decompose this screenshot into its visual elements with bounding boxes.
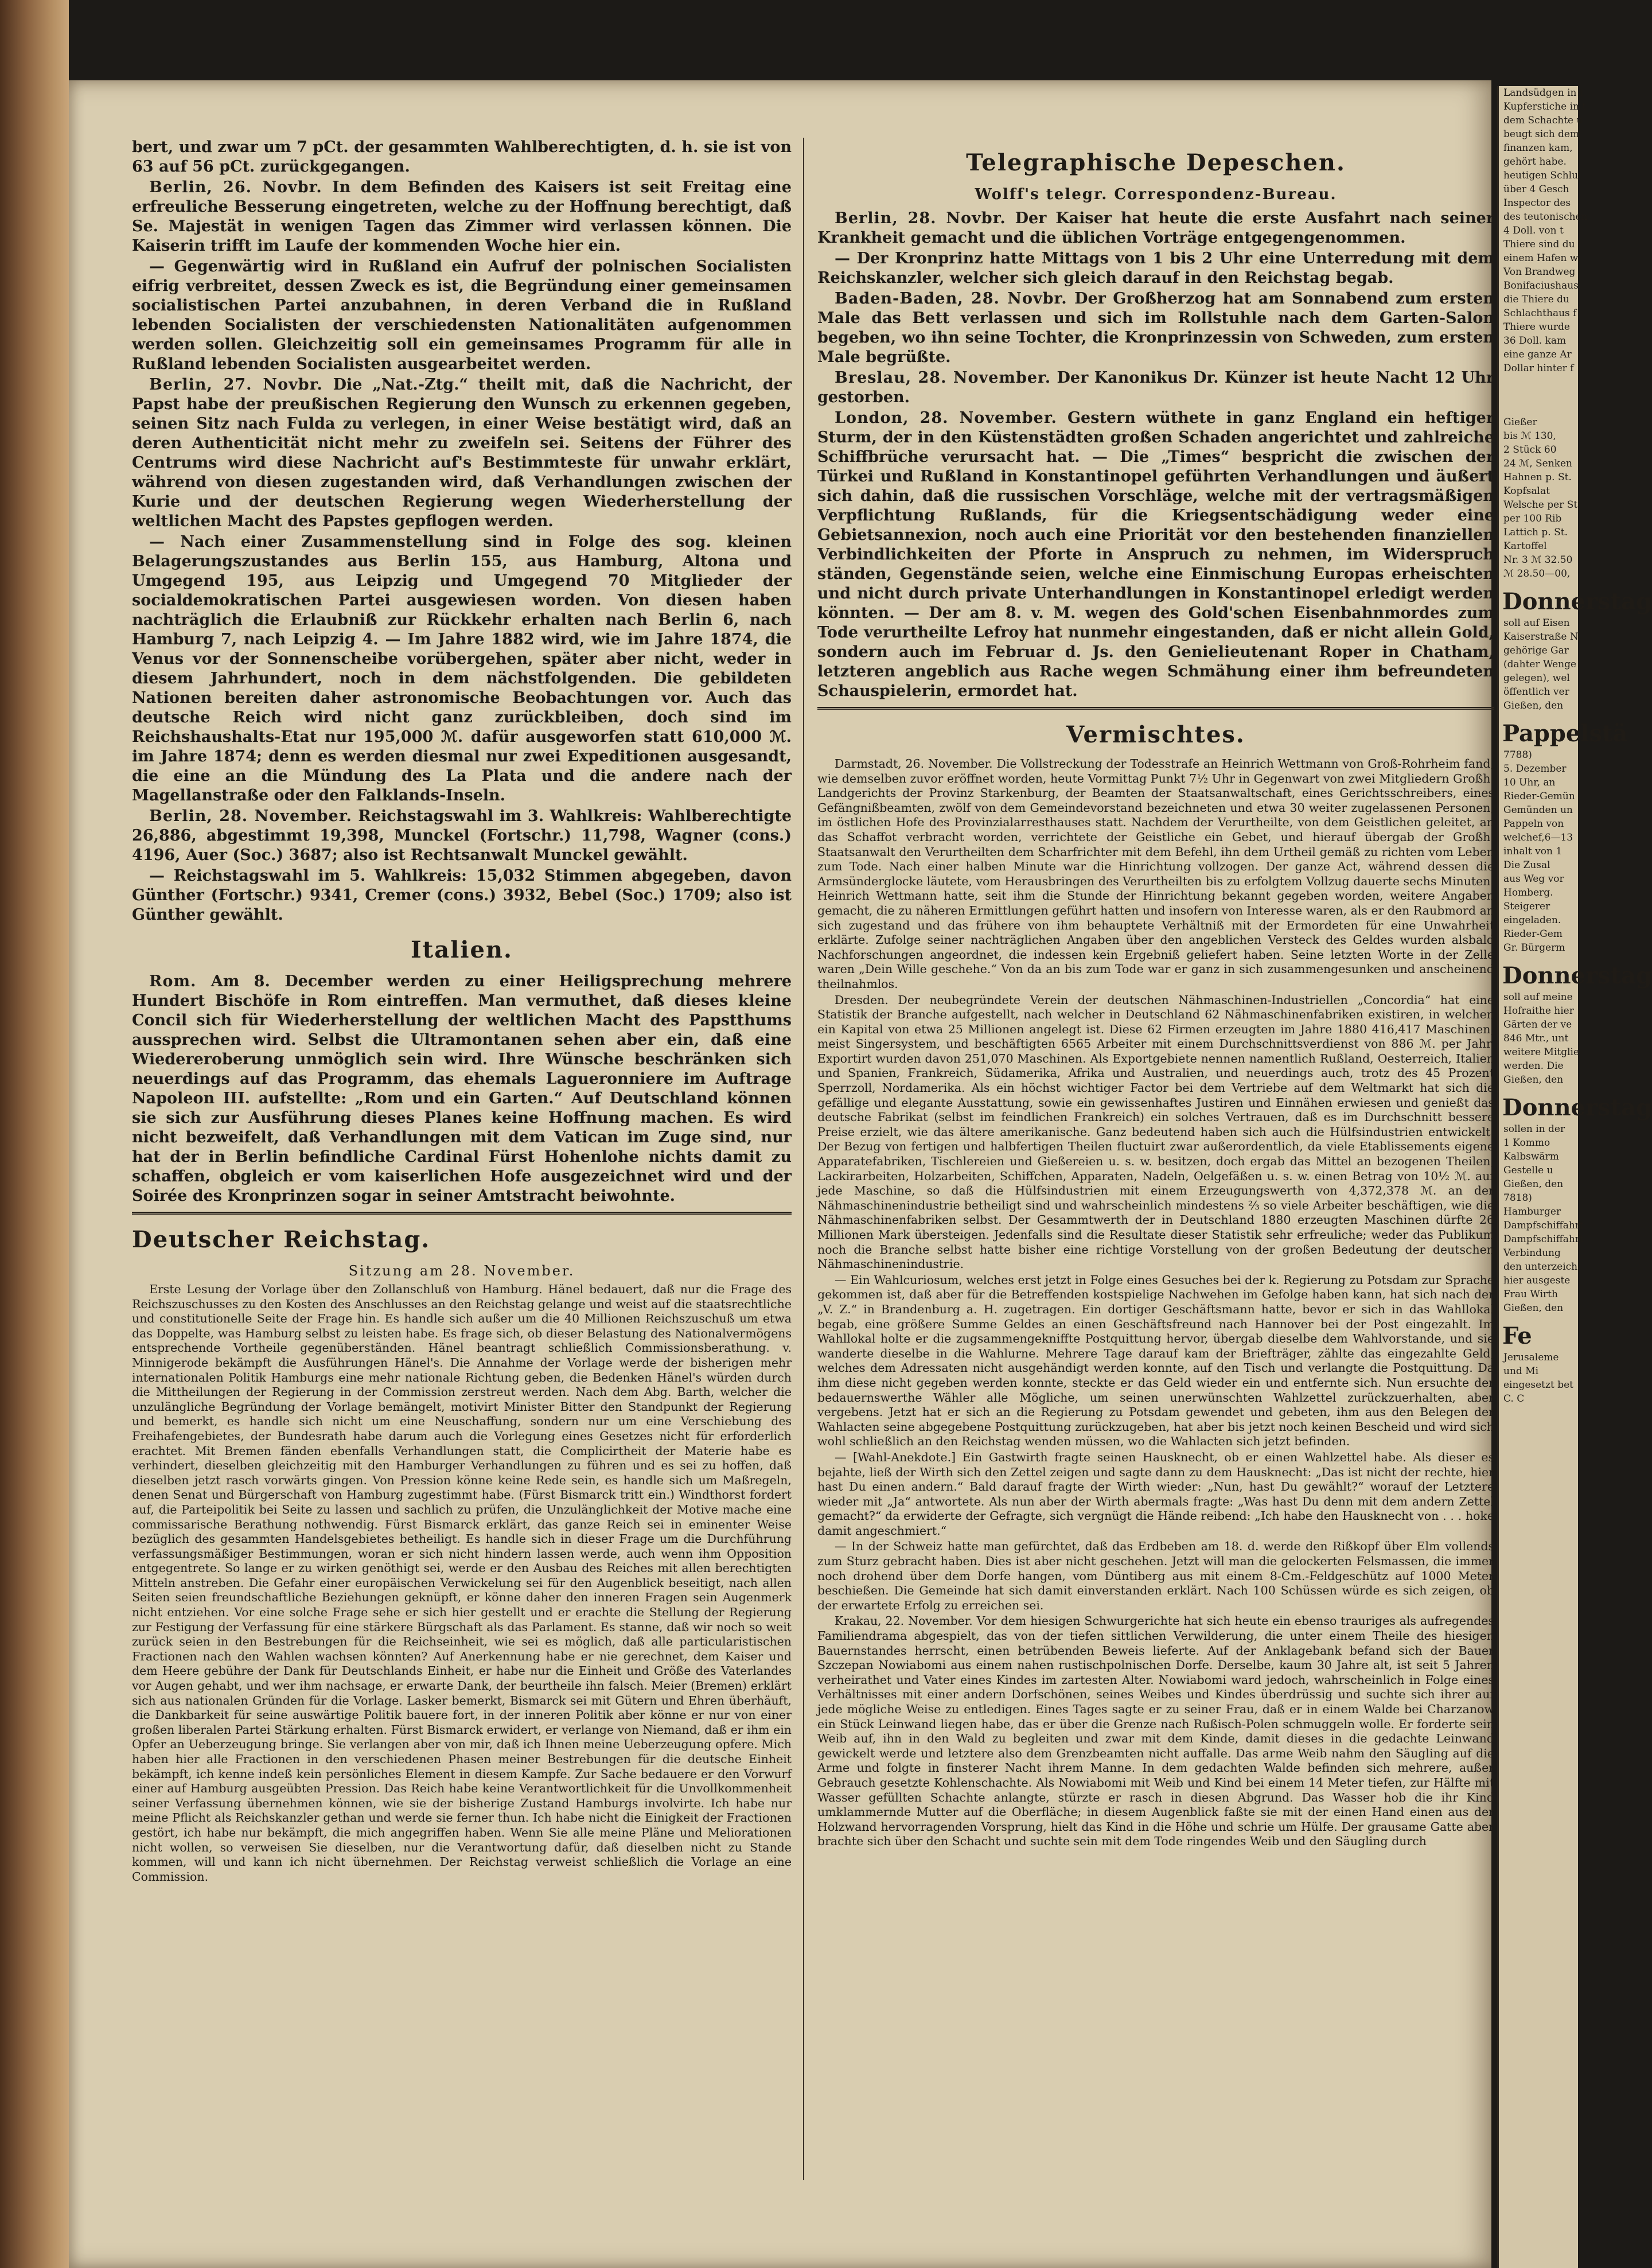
adjacent-text-line: Homberg.	[1503, 887, 1553, 898]
adjacent-text-line: Gemünden un	[1503, 804, 1573, 816]
book-spine	[0, 0, 69, 2268]
adjacent-text-line: gelegen), wel	[1503, 672, 1570, 684]
adjacent-text-line: 2 Stück 60	[1503, 444, 1557, 456]
adjacent-heading: Fe	[1502, 1322, 1532, 1349]
adjacent-text-block	[1499, 1191, 1584, 1315]
adjacent-text-line: und Mi	[1503, 1366, 1539, 1377]
adjacent-text-line: Gießen, den	[1503, 1074, 1564, 1086]
news-berlin-27	[132, 375, 792, 531]
adjacent-text-line: Dollar hinter f	[1503, 363, 1574, 374]
adjacent-text-line: gehörige Gar	[1503, 645, 1569, 656]
misc-item: — [Wahl-Anekdote.] Ein Gastwirth fragte seinen Hausknecht, ob er einen Wahlzettel habe. Als dieser es bejahte, ließ der Wirth sich den Zettel zeigen und sagte dann zu dem Hausknecht: „Das ist nicht der rechte, hier hast Du einen andern.“ Bald darauf fragte der Wirth wieder: „Nun, hast Du gewählt?“ worauf der Letztere wieder mit „Ja“ antwortete. Als nun aber der Wirth abermals fragte: „Was hast Du denn mit dem andern Zettel gemacht?“ da erwiderte der Gefragte, sich vergnügt die Hände reibend: „Ich habe den Hausknecht von . . . hoke damit angeschmiert.“	[817, 1450, 1494, 1538]
telegram-item	[817, 289, 1494, 367]
news-text: Reichstagswahl im 3. Wahlkreis: Wahlberechtigte 26,886, abgestimmt 19,398, Munckel (Fortschr.) 11,798, Wagner (cons.) 4196, Auer (Soc.) 3687; also ist Rechtsanwalt Munckel gewählt.	[132, 807, 792, 864]
adjacent-text-line: Rieder-Gem	[1503, 928, 1563, 940]
adjacent-text-line: Gießer	[1503, 417, 1537, 428]
adjacent-text-line: (dahter Wenge	[1503, 659, 1577, 670]
adjacent-text-line: Landsüdgen in t	[1503, 87, 1584, 99]
adjacent-text-line: 10 Uhr, an	[1503, 777, 1556, 788]
telegram-item	[817, 368, 1494, 407]
adjacent-text-line: einem Hafen w	[1503, 252, 1579, 264]
adjacent-text-line: soll auf meine	[1503, 991, 1573, 1003]
adjacent-text-line: eine ganze Ar	[1503, 349, 1572, 360]
adjacent-text-line: Gießen, den	[1503, 1178, 1564, 1190]
telegram-text: Gestern wüthete in ganz England ein heftiger Sturm, der in den Küstenstädten großen Schaden angerichtet und zahlreiche Schiffbrüche verursacht hat. — Die „Times“ bespricht die zwischen der Türkei und Rußland in Konstantinopel geführten Verhandlungen und äußert sich dahin, daß die russischen Vorschläge, welche mit der vertragsmäßigen Verpflichtung Rußlands, für die Kriegsentschädigung weder eine Gebietsannexion, noch auch eine Priorität vor den bestehenden finanziellen Verbindlichkeiten der Pforte in Anspruch zu nehmen, im Widerspruch ständen, Gegenstände seien, welche eine Einmischung Europas erheischten und nicht durch private Unterhandlungen in Konstantinopel erledigt werden könnten. — Der am 8. v. M. wegen des Gold'schen Eisenbahnmordes zum Tode verurtheilte Lefroy hat nunmehr eingestanden, daß er nicht allein Gold, sondern auch im Februar d. Js. den Genielieutenant Roper in Chatham, letzteren angeblich aus Rache wegen Schmähung einer ihm befreundeten Schauspielerin, ermordet hat.	[817, 409, 1494, 700]
misc-item: — Ein Wahlcuriosum, welches erst jetzt in Folge eines Gesuches bei der k. Regierung zu Potsdam zur Sprache gekommen ist, daß aber für die Betreffenden kostspielige Nachwehen im Gefolge haben kann, hat sich nach der „V. Z.“ in Brandenburg a. H. zugetragen. Ein dortiger Geschäftsmann hatte, bevor er sich in das Wahllokal begab, eine größere Summe Geldes an einen Geschäftsfreund nach Hannover bei der Post eingezahlt. Im Wahllokal holte er die zugsammengekniffte Postquittung hervor, übergab dieselbe dem Wahlvorstande, und sie wanderte dieselbe in die Wahlurne. Mehrere Tage darauf kam der Briefträger, zählte das eingezahlte Geld, welches dem Adressaten nicht ausgehändigt werden konnte, auf den Tisch und verlangte die Postquittung. Da ihm diese nicht gegeben werden konnte, steckte er das Geld wieder ein und entfernte sich. Nun ersuchte der bedauernswerthe Wähler alle Mögliche, um seinen unerwünschten Wahlzettel zurückzuerhalten, aber vergebens. Jetzt hat er sich an die Regierung zu Potsdam gewendet und gebeten, ihm aus den Belegen der Wahlacten seine abgegebene Postquittung zurückzugeben, hat aber bis jetzt noch keinen Bescheid und wird sich wohl schließlich an den Reichstag wenden müssen, wo die Wahlacten sich jetzt befinden.	[817, 1273, 1494, 1449]
adjacent-text-block	[1499, 1351, 1578, 1406]
adjacent-text-line: beugt sich dem	[1503, 129, 1580, 140]
adjacent-text-block	[1499, 86, 1588, 375]
telegram-item	[817, 409, 1494, 701]
adjacent-heading: Donnerstag	[1502, 588, 1652, 615]
adjacent-text-line: Kupferstiche in t	[1503, 101, 1587, 112]
adjacent-text-block	[1499, 990, 1578, 1087]
section-heading-italien: Italien.	[411, 936, 513, 963]
adjacent-text-line: bis ℳ 130,	[1503, 430, 1556, 442]
adjacent-heading: Donnerstag	[1502, 1094, 1652, 1121]
telegram-text: Der Kanonikus Dr. Künzer ist heute Nacht 12 Uhr gestorben.	[817, 369, 1495, 406]
adjacent-text-line: welchef,6—13	[1503, 832, 1573, 843]
adjacent-text-line: Von Brandweg	[1503, 266, 1576, 278]
telegram-text: Der Großherzog hat am Sonnabend zum ersten Male das Bett verlassen und sich im Rollstuhle nach dem Garten-Salon begeben, wo ihn seine Tochter, die Kronprinzessin von Schweden, zum ersten Male begrüßte.	[817, 290, 1494, 366]
newspaper-page	[69, 80, 1495, 2268]
dateline: Breslau, 28. November.	[835, 369, 1051, 387]
adjacent-text-line: Welsche per St	[1503, 499, 1578, 511]
adjacent-heading: Donnerstag	[1502, 962, 1652, 989]
news-wahlkreis-5: — Reichstagswahl im 5. Wahlkreis: 15,032 Stimmen abgegeben, davon Günther (Fortschr.) 9341, Cremer (cons.) 3932, Bebel (Soc.) 1709; also ist Günther gewählt.	[132, 867, 792, 924]
adjacent-text-line: Kaiserstraße N	[1503, 631, 1579, 643]
adjacent-text-line: Thiere sind du	[1503, 239, 1575, 250]
section-heading-telegrams: Telegraphische Depeschen.	[966, 149, 1346, 176]
right-column	[817, 138, 1494, 1850]
adjacent-text-line: Jerusaleme	[1503, 1352, 1559, 1363]
adjacent-text-line: die Thiere du	[1503, 294, 1569, 305]
adjacent-text-line: gehört habe.	[1503, 156, 1567, 168]
adjacent-text-line: Pappeln von	[1503, 818, 1564, 830]
misc-item: Dresden. Der neubegründete Verein der deutschen Nähmaschinen-Industriellen „Concordia“ hat eine Statistik der Branche aufgestellt, nach welcher in Deutschland 62 Nähmaschinenfabriken existiren, in welchen ein Kapital von etwa 25 Millionen angelegt ist. Diese 62 Firmen erzeugten im Jahre 1880 416,417 Maschinen, meist Singersystem, und beschäftigten 6565 Arbeiter mit einem Durchschnittsverdienst von 886 ℳ. per Jahr. Exportirt wurden davon 251,070 Maschinen. Als Exportgebiete nennen namentlich Rußland, Oesterreich, Italien und Spanien, Frankreich, Südamerika, Afrika und Australien, und neuerdings auch, trotz des 45 Prozent Sperrzoll, Nordamerika. Als ein höchst wichtiger Factor bei dem Vertriebe auf dem Weltmarkt hat sich die gefällige und elegante Ausstattung, sowie ein gewissenhaftes Justiren und Einnähen erwiesen und genießt das deutsche Fabrikat (selbst im feindlichen Frankreich) ein solches Vertrauen, daß es im Durchschnitt bessere Preise erzielt, wie das ältere amerikanische. Ganz bedeutend haben sich auch die Hülfsindustrien entwickelt. Der Bezug von fertigen und halbfertigen Theilen fluctuirt zwar außerordentlich, da viele Etablissements eigene Apparatefabriken, Tischlereien und Gießereien u. s. w. besitzen, doch ergab das Mittel an bezogenen Theilen, Lackirarbeiten, Holzarbeiten, Schiffchen, Apparaten, Nadeln, Oelgefäßen u. s. w. einen Betrag von 10½ ℳ. auf jede Maschine, so daß die Hülfsindustrien mit einem Erzeugungswerth von 4,372,378 ℳ. an der Nähmaschinenindustrie betheiligt sind und wahrscheinlich mindestens ⅔ so viele Arbeiter beschäftigen, wie die Nähmaschinenfabriken selbst. Der Gesammtwerth der in Deutschland 1880 erzeugten Maschinen dürfte 26 Millionen Mark übersteigen. Jedenfalls sind die Resultate dieser Statistik sehr erfreuliche; weder das Publikum noch die Branche selbst hatte bisher eine richtige Vorstellung von der großen Bedeutung der deutschen Nähmaschinenindustrie.	[817, 993, 1494, 1271]
adjacent-text-line: 24 ℳ, Senken	[1503, 458, 1572, 469]
dateline: Baden-Baden, 28. Novbr.	[835, 290, 1067, 308]
adjacent-page-edge	[1497, 86, 1652, 2268]
telegram-text: Der Kaiser hat heute die erste Ausfahrt nach seiner Krankheit gemacht und die üblichen Vorträge entgegengenommen.	[817, 209, 1494, 247]
section-heading-reichstag: Deutscher Reichstag.	[132, 1226, 431, 1253]
adjacent-text-line: 1 Kommo	[1503, 1137, 1550, 1149]
misc-item: Krakau, 22. November. Vor dem hiesigen Schwurgerichte hat sich heute ein ebenso trauriges als aufregendes Familiendrama abgespielt, das von der tiefen sittlichen Verwilderung, die unter einem Theile des hiesigen Bauernstandes herrscht, einen betrübenden Beweis lieferte. Auf der Anklagebank befand sich der Bauer Szczepan Nowiabomi aus einem nahen rustischpolnischen Dorfe. Derselbe, kaum 30 Jahre alt, ist seit 5 Jahren verheirathet und Vater eines Kindes im zartesten Alter. Nowiabomi ward jedoch, wahrscheinlich in Folge eines Verhältnisses mit einer andern Dorfschönen, seines Weibes und Kindes überdrüssig und suchte sich ihrer auf jede mögliche Weise zu entledigen. Eines Tages sagte er zu seiner Frau, daß er in einem Walde bei Charzanow ein Stück Leinwand liegen habe, das er über die Grenze nach Rußisch-Polen schmuggeln wolle. Er forderte sein Weib auf, ihn in den Wald zu begleiten und zwar mit dem Kinde, damit dieses in die gedachte Leinwand gewickelt werde und letztere also dem Grenzbeamten nicht auffalle. Das arme Weib nahm den Säugling auf die Arme und folgte in finsterer Nacht ihrem Manne. In dem gedachten Walde befinden sich mehrere, außer Gebrauch gesetzte Kohlenschachte. Als Nowiabomi mit Weib und Kind bei einem 14 Meter tiefen, zur Hälfte mit Wasser gefüllten Schachte anlangte, stürzte er rasch in diesen Abgrund. Das Wasser hob die ihr Kind umklammernde Mutter auf die Oberfläche; in diesem Augenblick faßte sie mit der einen Hand einen aus der Holzwand hervorragenden Vorsprung, hielt das Kind in die Höhe und schrie um Hülfe. Der grausame Gatte aber brachte sich über den Schacht und suchte sein mit dem Tode ringendes Weib und den Säugling durch	[817, 1614, 1494, 1849]
telegram-item	[817, 249, 1494, 288]
adjacent-text-line: 7818)	[1503, 1192, 1532, 1204]
adjacent-text-line: 5. Dezember	[1503, 763, 1567, 775]
reichstag-session-date: Sitzung am 28. November.	[348, 1263, 575, 1279]
adjacent-text-line: 36 Doll. kam	[1503, 335, 1567, 347]
adjacent-text-line: Hofraithe hier	[1503, 1005, 1574, 1017]
adjacent-text-block	[1499, 616, 1578, 713]
dateline: London, 28. November.	[835, 409, 1057, 427]
adjacent-heading: Pappelstä	[1502, 720, 1628, 747]
misc-item: Darmstadt, 26. November. Die Vollstreckung der Todesstrafe an Heinrich Wettmann von Groß-Rohrheim fand, wie demselben zuvor eröffnet worden, heute Vormittag Punkt 7½ Uhr in Gegenwart von zwei Mitgliedern Großh. Landgerichts der Provinz Starkenburg, der Beamten der Staatsanwaltschaft, eines Gerichtsschreibers, eines Gefängnißbeamten, zwölf von dem Gemeindevorstand bezeichneten und etwa 30 weiter zugelassenen Personen, im östlichen Hofe des Provinzialarresthauses statt. Nachdem der Verurtheilte, von dem Geistlichen geleitet, an das Schaffot verbracht worden, verrichtete der Geistliche ein Gebet, und hierauf übergab der Großh. Staatsanwalt den Verurtheilten dem Scharfrichter mit dem Befehl, ihn dem Urtheil gemäß zu richten vom Leben zum Tode. Nach einer halben Minute war die Hinrichtung vollzogen. Der ganze Act, während dessen die Armsünderglocke läutete, vom Herausbringen des Verurtheilten bis zu erfolgtem Vollzug dauerte sechs Minuten. Heinrich Wettmann hatte, seit ihm die Stunde der Hinrichtung bekannt gegeben worden, weitere Angaben gemacht, die zu näheren Ermittlungen geführt hatten und insofern von Interesse waren, als er den Raubmord an sich zugestand und das frühere von ihm behauptete Verhältniß mit der Ermordeten für eine Unwahrheit erklärte. Zufolge seiner nachträglichen Angaben über den angeblichen Versteck des Geldes wurden alsbald Nachforschungen angeordnet, die indessen kein Ergebniß geliefert haben. Seine letzten Worte in der Zelle waren „Dein Wille geschehe.“ Von da an bis zum Tode war er ganz in sich zusammengesunken und anscheinend theilnahmlos.	[817, 757, 1495, 991]
news-rom	[132, 972, 792, 1206]
adjacent-text-block	[1499, 748, 1578, 955]
left-column	[132, 138, 792, 1885]
news-text: In dem Befinden des Kaisers ist seit Freitag eine erfreuliche Besserung eingetreten, welche zu der Hoffnung berechtigt, daß Se. Majestät in wenigen Tagen das Zimmer wird verlassen können. Die Kaiserin trifft im Laufe der kommenden Woche hier ein.	[132, 178, 792, 255]
adjacent-text-line: Inspector des	[1503, 197, 1571, 209]
section-rule	[817, 707, 1494, 710]
adjacent-text-line: aus Weg vor	[1503, 873, 1564, 885]
telegram-item	[817, 209, 1494, 248]
dateline: Berlin, 28. Novbr.	[835, 209, 1006, 227]
adjacent-text-line: Gärten der ve	[1503, 1019, 1572, 1030]
adjacent-text-line: Gießen, den	[1503, 1302, 1564, 1314]
adjacent-text-line: Gießen, den	[1503, 700, 1564, 711]
adjacent-text-line: des teutonischen	[1503, 211, 1588, 223]
adjacent-text-line: sollen in der	[1503, 1123, 1565, 1135]
adjacent-text-line: Thiere wurde	[1503, 321, 1570, 333]
section-heading-vermischtes: Vermischtes.	[1066, 721, 1245, 748]
adjacent-text-line: Gr. Bürgerm	[1503, 942, 1565, 954]
adjacent-text-line: Die Zusal	[1503, 859, 1550, 871]
adjacent-text-line: 846 Mtr., unt	[1503, 1033, 1569, 1044]
dateline: Berlin, 26. Novbr.	[149, 178, 322, 196]
adjacent-text-line: hier ausgeste	[1503, 1275, 1571, 1286]
news-text: Die „Nat.-Ztg.“ theilt mit, daß die Nachricht, der Papst habe der preußischen Regierung den Wunsch zu erkennen gegeben, seinen Sitz nach Fulda zu verlegen, in einer Weise bestätigt wird, daß an deren Authenticität nicht mehr zu zweifeln sei. Seitens der Führer des Centrums wird diese Nachricht auf's Bestimmteste für unwahr erklärt, während von diesen zugestanden wird, daß Verhandlungen zwischen der Kurie und der deutschen Regierung wegen Wiederherstellung der weltlichen Macht des Papstes gepflogen werden.	[132, 376, 792, 530]
adjacent-text-line: Schlachthaus f	[1503, 308, 1577, 319]
adjacent-text-line: heutigen Schlu	[1503, 170, 1579, 181]
adjacent-text-line: finanzen kam,	[1503, 142, 1573, 154]
adjacent-text-line: Steigerer	[1503, 901, 1550, 912]
dateline: Berlin, 27. Novbr.	[149, 376, 323, 394]
adjacent-text-line: soll auf Eisen	[1503, 617, 1570, 629]
adjacent-text-line: Dampfschiffahrt	[1503, 1220, 1584, 1231]
adjacent-text-line: ℳ 28.50—00,	[1503, 568, 1571, 579]
misc-item: — In der Schweiz hatte man gefürchtet, daß das Erdbeben am 18. d. werde den Rißkopf über Elm vollends zum Sturz gebracht haben. Dies ist aber nicht geschehen. Jetzt will man die gelockerten Felsmassen, die immer noch drohend über dem Dorfe hangen, vom Düntiberg aus mit einem 8-Cm.-Feldgeschütz auf 1000 Meter beschießen. Die Gemeinde hat sich damit einverstanden erklärt. Nach 100 Schüssen würde es sich zeigen, ob der erwartete Erfolg zu erreichen sei.	[817, 1539, 1494, 1612]
paragraph-election-percentage: bert, und zwar um 7 pCt. der gesammten Wahlberechtigten, d. h. sie ist von 63 auf 56 pCt. zurückgegangen.	[132, 138, 792, 176]
dateline: Rom.	[149, 972, 197, 990]
adjacent-text-line: den unterzeich	[1503, 1261, 1578, 1273]
adjacent-text-line: eingesetzt bet	[1503, 1379, 1573, 1391]
adjacent-text-line: Lattich p. St.	[1503, 527, 1568, 538]
dateline: Berlin, 28. November.	[149, 807, 352, 825]
adjacent-text-line: 4 Doll. von t	[1503, 225, 1564, 236]
adjacent-text-line: Kopfsalat	[1503, 485, 1550, 497]
adjacent-text-line: Dampfschiffahrt	[1503, 1234, 1584, 1245]
news-belagerung: — Nach einer Zusammenstellung sind in Folge des sog. kleinen Belagerungszustandes aus Berlin 155, aus Hamburg, Altona und Umgegend 195, aus Leipzig und Umgegend 70 Mitglieder der socialdemokratischen Partei ausgewiesen worden. Von diesen haben nachträglich die Erlaubniß zur Rückkehr erhalten nach Berlin 6, nach Hamburg 7, nach Leipzig 4. — Im Jahre 1882 wird, wie im Jahre 1874, die Venus vor der Sonnenscheibe vorübergehen, später aber nicht, weder in diesem Jahrhundert, noch in dem nächstfolgenden. Die gebildeten Nationen bereiten daher astronomische Beobachtungen vor. Auch das deutsche Reich wird nicht ganz zurückbleiben, doch sind im Reichshaushalts-Etat nur 195,000 ℳ. dafür ausgeworfen statt 610,000 ℳ. im Jahre 1874; denn es werden diesmal nur zwei Expeditionen ausgesandt, die eine an die Mündung des La Plata und die andere nach der Magellanstraße oder den Falklands-Inseln.	[132, 533, 792, 804]
adjacent-text-line: C. C	[1503, 1393, 1525, 1405]
telegram-text: — Der Kronprinz hatte Mittags von 1 bis 2 Uhr eine Unterredung mit dem Reichskanzler, welcher sich gleich darauf in den Reichstag begab.	[817, 250, 1494, 287]
news-agency: Wolff's telegr. Correspondenz-Bureau.	[975, 186, 1337, 203]
news-berlin-26	[132, 178, 792, 256]
adjacent-text-line: Kalbswärm	[1503, 1151, 1559, 1162]
adjacent-text-line: öffentlich ver	[1503, 686, 1569, 698]
adjacent-text-line: eingeladen.	[1503, 915, 1561, 926]
adjacent-text-line: Hahnen p. St.	[1503, 472, 1572, 483]
news-text: Am 8. December werden zu einer Heiligsprechung mehrere Hundert Bischöfe in Rom eintreffen. Man vermuthet, daß dieses kleine Concil sich für Wiederherstellung der weltlichen Macht des Papstthums aussprechen wird. Selbst die Ultramontanen sehen aber ein, daß eine Wiedereroberung unmöglich sein wird. Ihre Wünsche beschränken sich neuerdings auf das Programm, das ehemals Lagueronniere im Auftrage Napoleon III. aufstellte: „Rom und ein Garten.“ Auf Deutschland können sie sich zur Ausführung dieses Planes keine Hoffnung machen. Es wird nicht bezweifelt, daß Verhandlungen mit dem Vatican im Zuge sind, nur hat der in Berlin befindliche Cardinal Fürst Hohenlohe nichts damit zu schaffen, obgleich er vom kaiserlichen Hofe ausgezeichnet wird und der Soirée des Kronprinzen sogar in seiner Amtstracht beiwohnte.	[132, 972, 792, 1205]
adjacent-text-line: werden. Die	[1503, 1060, 1564, 1072]
column-divider	[803, 138, 804, 2180]
adjacent-text-block	[1499, 1122, 1578, 1191]
adjacent-text-line: Rieder-Gemün	[1503, 791, 1575, 802]
section-rule	[132, 1212, 792, 1215]
adjacent-text-line: weitere Mitglie	[1503, 1047, 1580, 1058]
news-socialists: — Gegenwärtig wird in Rußland ein Aufruf der polnischen Socialisten eifrig verbreitet, dessen Zweck es ist, die Begründung einer gemeinsamen socialistischen Partei anzubahnen, in deren Verband die in Rußland lebenden Socialisten der verschiedensten Nationalitäten aufgenommen werden sollen. Gleichzeitig soll ein gemeinsames Programm für alle in Rußland lebenden Socialisten ausgearbeitet werden.	[132, 258, 792, 373]
adjacent-text-line: Gestelle u	[1503, 1165, 1553, 1176]
adjacent-text-line: Verbindung	[1503, 1247, 1561, 1259]
adjacent-text-line: Kartoffel	[1503, 540, 1547, 552]
adjacent-text-line: Frau Wirth	[1503, 1289, 1558, 1300]
adjacent-text-line: 7788)	[1503, 749, 1532, 761]
news-berlin-28	[132, 807, 792, 865]
reichstag-report: Erste Lesung der Vorlage über den Zollanschluß von Hamburg. Hänel bedauert, daß nur die Frage des Reichszuschusses zu den Kosten des Anschlusses an den Reichstag gelange und weist auf die staatsrechtliche und constitutionelle Seite der Frage hin. Es handle sich außer um die 40 Millionen Reichszuschuß um etwa das Doppelte, was Hamburg selbst zu leisten habe. Es frage sich, ob dieser Belastung des Nationalvermögens entsprechende Vortheile gegenüberständen. Hänel beantragt schließlich Commissionsberathung. v. Minnigerode bekämpft die Ausführungen Hänel's. Die Annahme der Vorlage werde der bisherigen mehr internationalen Politik Hamburgs eine mehr nationale Richtung geben, die Bedenken Hänel's würden durch die Mittheilungen der Regierung in der Commission zerstreut werden. Nach dem Abg. Barth, welcher die unzulängliche Begründung der Vorlage bemängelt, motivirt Minister Bitter den Standpunkt der Regierung und bemerkt, es handle sich nicht um eine Neuschaffung, sondern nur um eine Verschiebung des Freihafengebietes, der Bundesrath habe darum auch die Vorlegung eines Gesetzes nicht für erforderlich erachtet. Mit Bremen fänden ebenfalls Verhandlungen statt, die Complicirtheit der Materie habe es verhindert, dieselben gleichzeitig mit den Hamburger Verhandlungen zu führen und es sei zu hoffen, daß dieselben jetzt rasch vorwärts gingen. Von Pression könne keine Rede sein, es handle sich um Maßregeln, denen Senat und Bürgerschaft von Hamburg zugestimmt habe. (Fürst Bismarck tritt ein.) Windthorst fordert auf, die Parteipolitik bei Seite zu lassen und sachlich zu prüfen, die Unzulänglichkeit der Motive mache eine commissarische Berathung nothwendig. Fürst Bismarck erklärt, das ganze Reich sei in eminenter Weise bezüglich des gesammten Handelsgebietes betheiligt. Es handle sich in dieser Frage um die Durchführung verfassungsmäßiger Bestimmungen, woran er sich nicht hindern lassen werde, auch wenn ihm Opposition entgegentrete. So lange er zu wirken genöthigt sei, werde er den Ausbau des Reiches mit allen berechtigten Mitteln anstreben. Die Gefahr einer europäischen Verwickelung sei für den Augenblick beseitigt, nach allen Seiten seien freundschaftliche Beziehungen geknüpft, er könne daher den inneren Fragen sein Augenmerk nicht entziehen. Vor eine solche Frage sehe er sich hier gestellt und er erachte die Stellung der Regierung zur Festigung der Verfassung für eine stärkere Bürgschaft als das Parlament. Es stanne, daß wir noch so weit zurück seien in den Bestrebungen für die Reichseinheit, wie sei es möglich, daß alle particularistischen Fractionen nach den Wahlen wachsen könnten? Auf Anerkennung habe er nie gerechnet, dem Kaiser und dem Heere gebühre der Dank für Deutschlands Einheit, er habe nur die Einheit und Größe des Vaterlandes vor Augen gehabt, und wer ihm nachsage, er erwarte Dank, der beurtheile ihn falsch. Meier (Bremen) erklärt sich aus nationalen Gründen für die Vorlage. Lasker bemerkt, Bismarck sei mit Gütern und Ehren überhäuft, die Dankbarkeit für seine auswärtige Politik bauere fort, in der inneren Politik aber könne er nur von einer großen liberalen Partei Stärkung erhalten. Fürst Bismarck erwidert, er verlange von Niemand, daß er ihm ein Opfer an Ueberzeugung bringe. Sie verlangen aber von mir, daß ich Ihnen meine Ueberzeugung opfere. Mich haben hier alle Fractionen in den verschiedenen Phasen meiner Bestrebungen für die deutsche Einheit bekämpft, ich kenne indeß kein persönliches Element in diesem Kampfe. Zur Sache bedauere er den Vorwurf einer auf Hamburg ausgeübten Pression. Das Reich habe keine Verantwortlichkeit für die Unvollkommenheit seiner Verfassung übernehmen können, wie sie der bisherige Zustand Hamburgs involvirte. Ich habe nur meine Pflicht als Reichskanzler gethan und werde sie ferner thun. Ich habe nicht die Einigkeit der Fractionen gestört, ich habe nur bekämpft, die mich angegriffen haben. Wenn Sie alle meine Pläne und Meliorationen nicht wollen, so verweisen Sie dieselben, nur die Verantwortung dafür, daß dieselben nicht zu Stande kommen, will und kann ich nicht übernehmen. Der Reichstag verweist schließlich die Vorlage an eine Commission.	[132, 1282, 792, 1884]
adjacent-text-line: Hamburger	[1503, 1206, 1561, 1217]
adjacent-text-line: dem Schachte u	[1503, 115, 1583, 126]
adjacent-text-line: Nr. 3 ℳ 32.50	[1503, 554, 1573, 566]
adjacent-text-line: über 4 Gesch	[1503, 184, 1569, 195]
adjacent-text-line: per 100 Rib	[1503, 513, 1562, 524]
adjacent-text-block	[1499, 415, 1578, 581]
adjacent-text-line: inhalt von 1	[1503, 846, 1563, 857]
adjacent-text-line: Bonifaciushaus	[1503, 280, 1579, 291]
